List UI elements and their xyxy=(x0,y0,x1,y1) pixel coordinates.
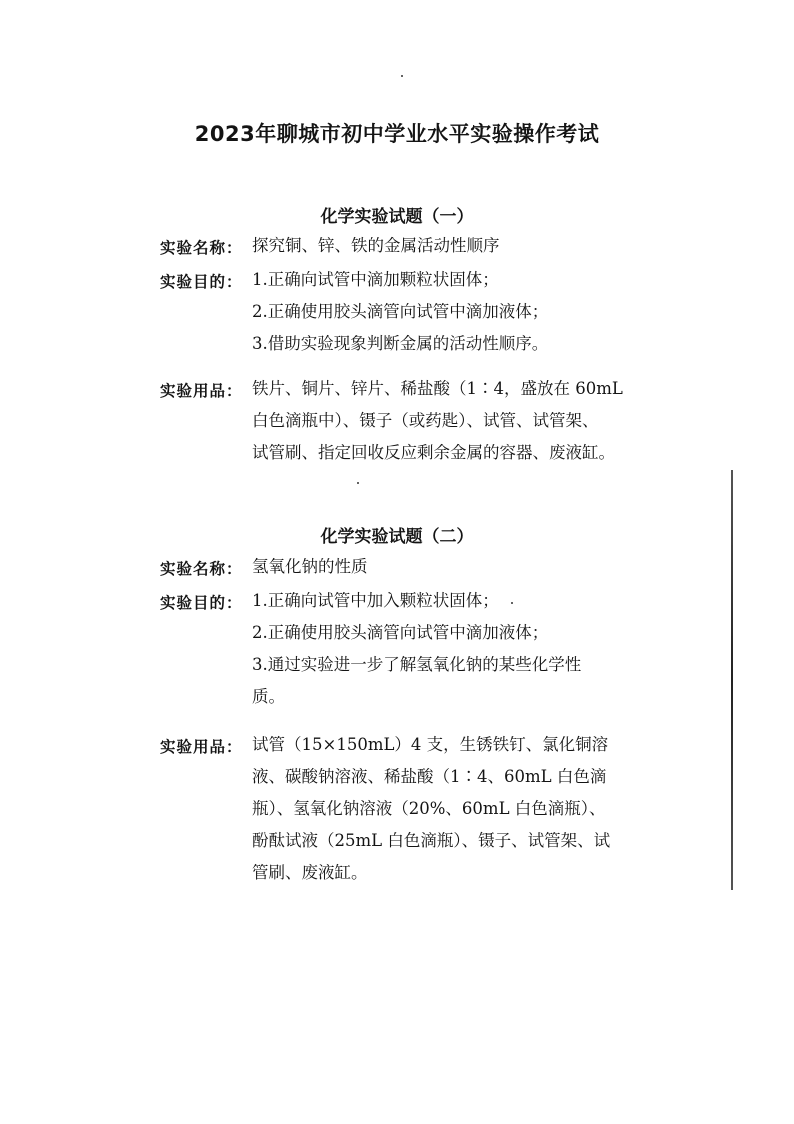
purpose-line: 2.正确使用胶头滴管向试管中滴加液体； xyxy=(252,302,549,321)
experiment-name-label: 实验名称： xyxy=(160,238,243,257)
experiment-supplies-text xyxy=(252,373,637,469)
experiment-name-value: 探究铜、锌、铁的金属活动性顺序 xyxy=(252,236,500,255)
document-title: 2023年聊城市初中学业水平实验操作考试 xyxy=(194,122,600,146)
section-1-heading: 化学实验试题（一） xyxy=(320,207,474,227)
supplies-line: 铁片、铜片、锌片、稀盐酸（1∶4，盛放在 60mL xyxy=(252,379,623,398)
supplies-line: 瓶）、氢氧化钠溶液（20%、60mL 白色滴瓶）、 xyxy=(252,799,606,818)
purpose-line: 1.正确向试管中加入颗粒状固体； xyxy=(252,591,499,610)
experiment-purpose-text xyxy=(252,585,637,713)
supplies-line: 试管刷、指定回收反应剩余金属的容器、废液缸。 xyxy=(252,443,615,462)
purpose-line: 3.借助实验现象判断金属的活动性顺序。 xyxy=(252,334,549,353)
purpose-line: 2.正确使用胶头滴管向试管中滴加液体； xyxy=(252,623,549,642)
purpose-line: 质。 xyxy=(252,687,285,706)
supplies-line: 液、碳酸钠溶液、稀盐酸（1∶4、60mL 白色滴 xyxy=(252,767,607,786)
experiment-purpose-text xyxy=(252,264,637,360)
experiment-purpose-label: 实验目的： xyxy=(160,272,243,291)
scan-speck xyxy=(357,482,359,484)
purpose-line: 1.正确向试管中滴加颗粒状固体； xyxy=(252,270,499,289)
experiment-purpose-label: 实验目的： xyxy=(160,593,243,612)
experiment-name-label: 实验名称： xyxy=(160,559,243,578)
supplies-line: 管刷、废液缸。 xyxy=(252,863,368,882)
experiment-supplies-label: 实验用品： xyxy=(160,737,243,756)
supplies-line: 白色滴瓶中）、镊子（或药匙）、试管、试管架、 xyxy=(252,411,599,430)
section-2-heading: 化学实验试题（二） xyxy=(320,527,474,547)
purpose-line: 3.通过实验进一步了解氢氧化钠的某些化学性 xyxy=(252,655,582,674)
scan-speck xyxy=(401,75,403,77)
experiment-supplies-text xyxy=(252,729,637,889)
supplies-line: 试管（15×150mL）4 支，生锈铁钉、氯化铜溶 xyxy=(252,735,609,754)
supplies-line: 酚酞试液（25mL 白色滴瓶）、镊子、试管架、试 xyxy=(252,831,611,850)
experiment-supplies-label: 实验用品： xyxy=(160,381,243,400)
experiment-name-value: 氢氧化钠的性质 xyxy=(252,557,368,576)
